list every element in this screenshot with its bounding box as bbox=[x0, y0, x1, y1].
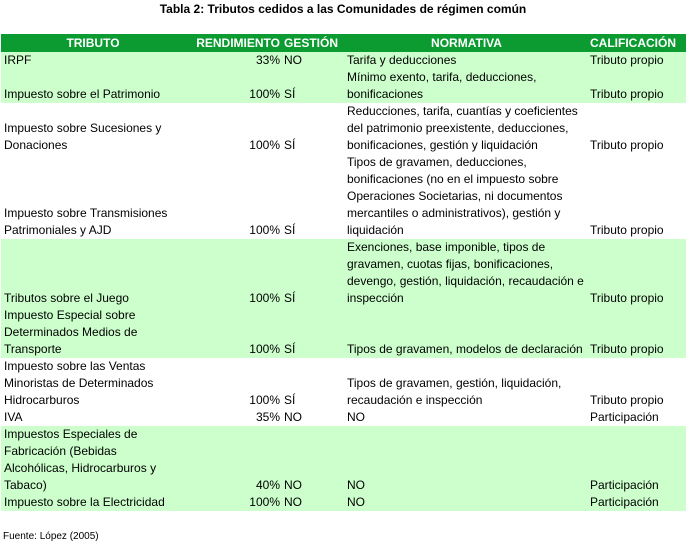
rendimiento-cell: 100% bbox=[185, 103, 282, 154]
header-gestion: GESTIÓN bbox=[282, 34, 345, 52]
tributo-cell: Impuesto sobre Sucesiones y Donaciones bbox=[1, 103, 185, 154]
normativa-cell: Tarifa y deducciones bbox=[345, 52, 588, 69]
calificacion-cell: Tributo propio bbox=[588, 103, 686, 154]
rendimiento-cell: 40% bbox=[185, 426, 282, 494]
header-row bbox=[1, 34, 686, 52]
tributo-cell: Impuestos Especiales de Fabricación (Bebidas Alcohólicas, Hidrocarburos y Tabaco) bbox=[1, 426, 185, 494]
gestion-cell: NO bbox=[282, 494, 345, 511]
tributo-cell: Tributos sobre el Juego bbox=[1, 239, 185, 307]
rendimiento-cell: 33% bbox=[185, 52, 282, 69]
calificacion-cell: Participación bbox=[588, 409, 686, 426]
calificacion-cell: Tributo propio bbox=[588, 154, 686, 239]
gestion-cell: SÍ bbox=[282, 154, 345, 239]
calificacion-cell: Tributo propio bbox=[588, 239, 686, 307]
gestion-cell: SÍ bbox=[282, 358, 345, 409]
normativa-cell: NO bbox=[345, 426, 588, 494]
tributo-cell: Impuesto sobre la Electricidad bbox=[1, 494, 185, 511]
table-row bbox=[1, 494, 686, 511]
rendimiento-cell: 100% bbox=[185, 69, 282, 103]
calificacion-cell: Participación bbox=[588, 494, 686, 511]
gestion-cell: NO bbox=[282, 52, 345, 69]
calificacion-cell: Tributo propio bbox=[588, 52, 686, 69]
rendimiento-cell: 100% bbox=[185, 239, 282, 307]
table-title: Tabla 2: Tributos cedidos a las Comunidades de régimen común bbox=[159, 2, 527, 16]
table-row bbox=[1, 154, 686, 239]
tributo-cell: Impuesto Especial sobre Determinados Medios de Transporte bbox=[1, 307, 185, 358]
rendimiento-cell: 35% bbox=[185, 409, 282, 426]
normativa-cell: Tipos de gravamen, gestión, liquidación, recaudación e inspección bbox=[345, 358, 588, 409]
table-row bbox=[1, 103, 686, 154]
normativa-cell: NO bbox=[345, 494, 588, 511]
tributo-cell: Impuesto sobre las Ventas Minoristas de Determinados Hidrocarburos bbox=[1, 358, 185, 409]
calificacion-cell: Tributo propio bbox=[588, 358, 686, 409]
gestion-cell: NO bbox=[282, 409, 345, 426]
normativa-cell: Tipos de gravamen, modelos de declaración bbox=[345, 307, 588, 358]
table-row bbox=[1, 239, 686, 307]
normativa-cell: NO bbox=[345, 409, 588, 426]
source-footnote: Fuente: López (2005) bbox=[3, 531, 99, 542]
gestion-cell: SÍ bbox=[282, 103, 345, 154]
tributo-cell: Impuesto sobre el Patrimonio bbox=[1, 69, 185, 103]
tributo-cell: IRPF bbox=[1, 52, 185, 69]
header-normativa: NORMATIVA bbox=[345, 34, 588, 52]
header-rendimiento: RENDIMIENTO bbox=[185, 34, 282, 52]
tributos-table bbox=[1, 34, 686, 511]
calificacion-cell: Tributo propio bbox=[588, 307, 686, 358]
header-tributo: TRIBUTO bbox=[1, 34, 185, 52]
table-row bbox=[1, 52, 686, 69]
table-row bbox=[1, 358, 686, 409]
tributo-cell: IVA bbox=[1, 409, 185, 426]
table-row bbox=[1, 409, 686, 426]
normativa-cell: Mínimo exento, tarifa, deducciones, bonificaciones bbox=[345, 69, 588, 103]
table-row bbox=[1, 69, 686, 103]
header-calificacion: CALIFICACIÓN bbox=[588, 34, 686, 52]
gestion-cell: SÍ bbox=[282, 239, 345, 307]
gestion-cell: SÍ bbox=[282, 69, 345, 103]
calificacion-cell: Participación bbox=[588, 426, 686, 494]
gestion-cell: SÍ bbox=[282, 307, 345, 358]
table-row bbox=[1, 307, 686, 358]
gestion-cell: NO bbox=[282, 426, 345, 494]
rendimiento-cell: 100% bbox=[185, 307, 282, 358]
rendimiento-cell: 100% bbox=[185, 358, 282, 409]
rendimiento-cell: 100% bbox=[185, 154, 282, 239]
calificacion-cell: Tributo propio bbox=[588, 69, 686, 103]
tributo-cell: Impuesto sobre Transmisiones Patrimoniales y AJD bbox=[1, 154, 185, 239]
normativa-cell: Exenciones, base imponible, tipos de gravamen, cuotas fijas, bonificaciones, devengo, gestión, liquidación, recaudación e inspección bbox=[345, 239, 588, 307]
rendimiento-cell: 100% bbox=[185, 494, 282, 511]
normativa-cell: Reducciones, tarifa, cuantías y coeficientes del patrimonio preexistente, deducciones, bonificaciones, gestión y liquidación bbox=[345, 103, 588, 154]
table-row bbox=[1, 426, 686, 494]
normativa-cell: Tipos de gravamen, deducciones, bonificaciones (no en el impuesto sobre Operaciones Societarias, ni documentos mercantiles o administrativos), gestión y liquidación bbox=[345, 154, 588, 239]
